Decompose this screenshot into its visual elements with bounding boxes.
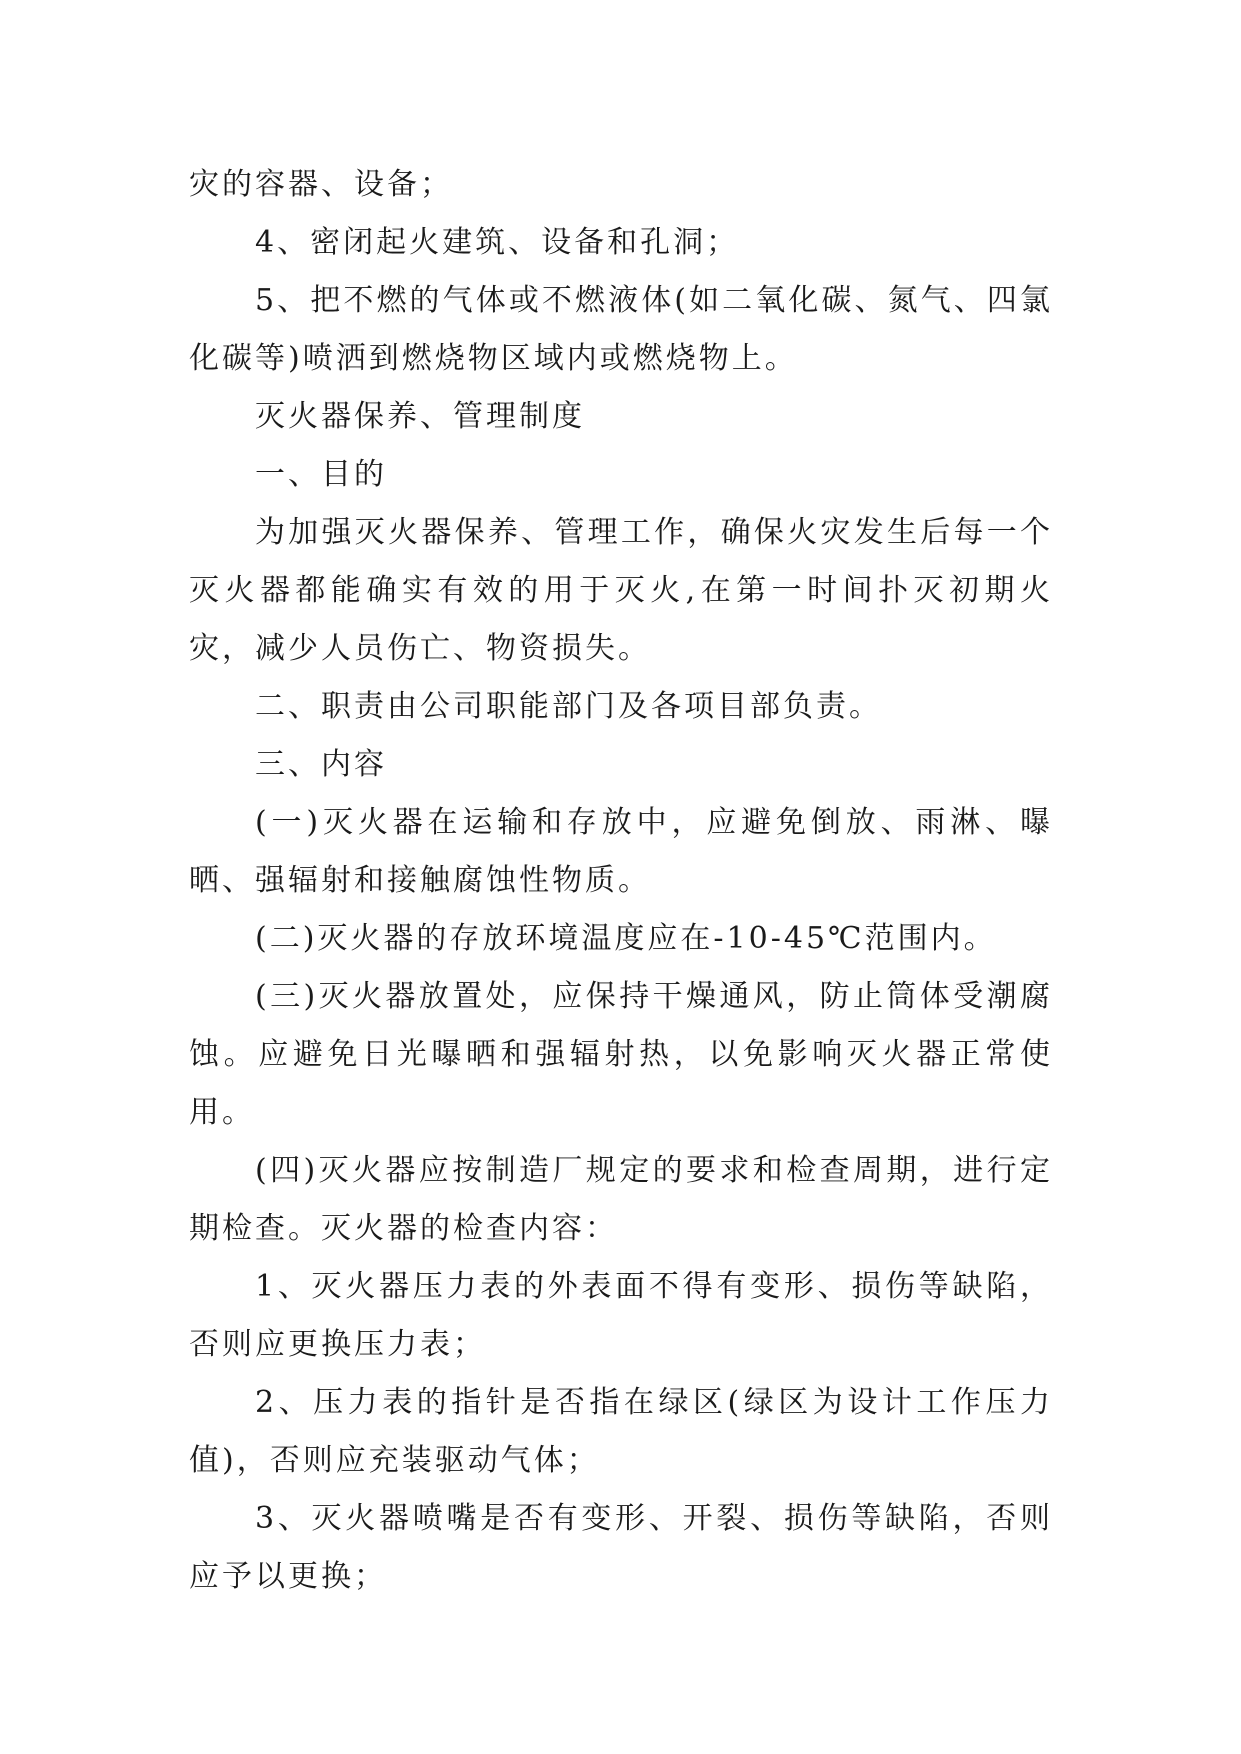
document-body bbox=[189, 156, 1053, 1606]
paragraph-item-5: 5、把不燃的气体或不燃液体(如二氧化碳、氮气、四氯化碳等)喷洒到燃烧物区域内或燃烧物上。 bbox=[189, 283, 1053, 376]
heading-purpose: 一、目的 bbox=[255, 457, 387, 492]
section-title: 灭火器保养、管理制度 bbox=[255, 399, 585, 434]
paragraph-item-4: 4、密闭起火建筑、设备和孔洞； bbox=[255, 225, 740, 260]
paragraph-continuation: 灾的容器、设备； bbox=[189, 167, 453, 202]
paragraph-check-2: 2、压力表的指针是否指在绿区(绿区为设计工作压力值)，否则应充装驱动气体； bbox=[189, 1385, 1053, 1478]
paragraph-check-1: 1、灭火器压力表的外表面不得有变形、损伤等缺陷，否则应更换压力表； bbox=[189, 1269, 1053, 1362]
paragraph-content-1: (一)灭火器在运输和存放中，应避免倒放、雨淋、曝晒、强辐射和接触腐蚀性物质。 bbox=[189, 805, 1053, 898]
paragraph-purpose: 为加强灭火器保养、管理工作，确保火灾发生后每一个灭火器都能确实有效的用于灭火,在第一时间扑灭初期火灾，减少人员伤亡、物资损失。 bbox=[189, 515, 1053, 666]
paragraph-content-4: (四)灭火器应按制造厂规定的要求和检查周期，进行定期检查。灭火器的检查内容： bbox=[189, 1153, 1053, 1246]
paragraph-content-3: (三)灭火器放置处，应保持干燥通风，防止筒体受潮腐蚀。应避免日光曝晒和强辐射热，以免影响灭火器正常使用。 bbox=[189, 979, 1053, 1130]
paragraph-check-3: 3、灭火器喷嘴是否有变形、开裂、损伤等缺陷，否则应予以更换； bbox=[189, 1501, 1053, 1594]
heading-responsibility: 二、职责由公司职能部门及各项目部负责。 bbox=[255, 689, 882, 724]
heading-content: 三、内容 bbox=[255, 747, 387, 782]
paragraph-content-2: (二)灭火器的存放环境温度应在-10-45℃范围内。 bbox=[255, 921, 997, 956]
